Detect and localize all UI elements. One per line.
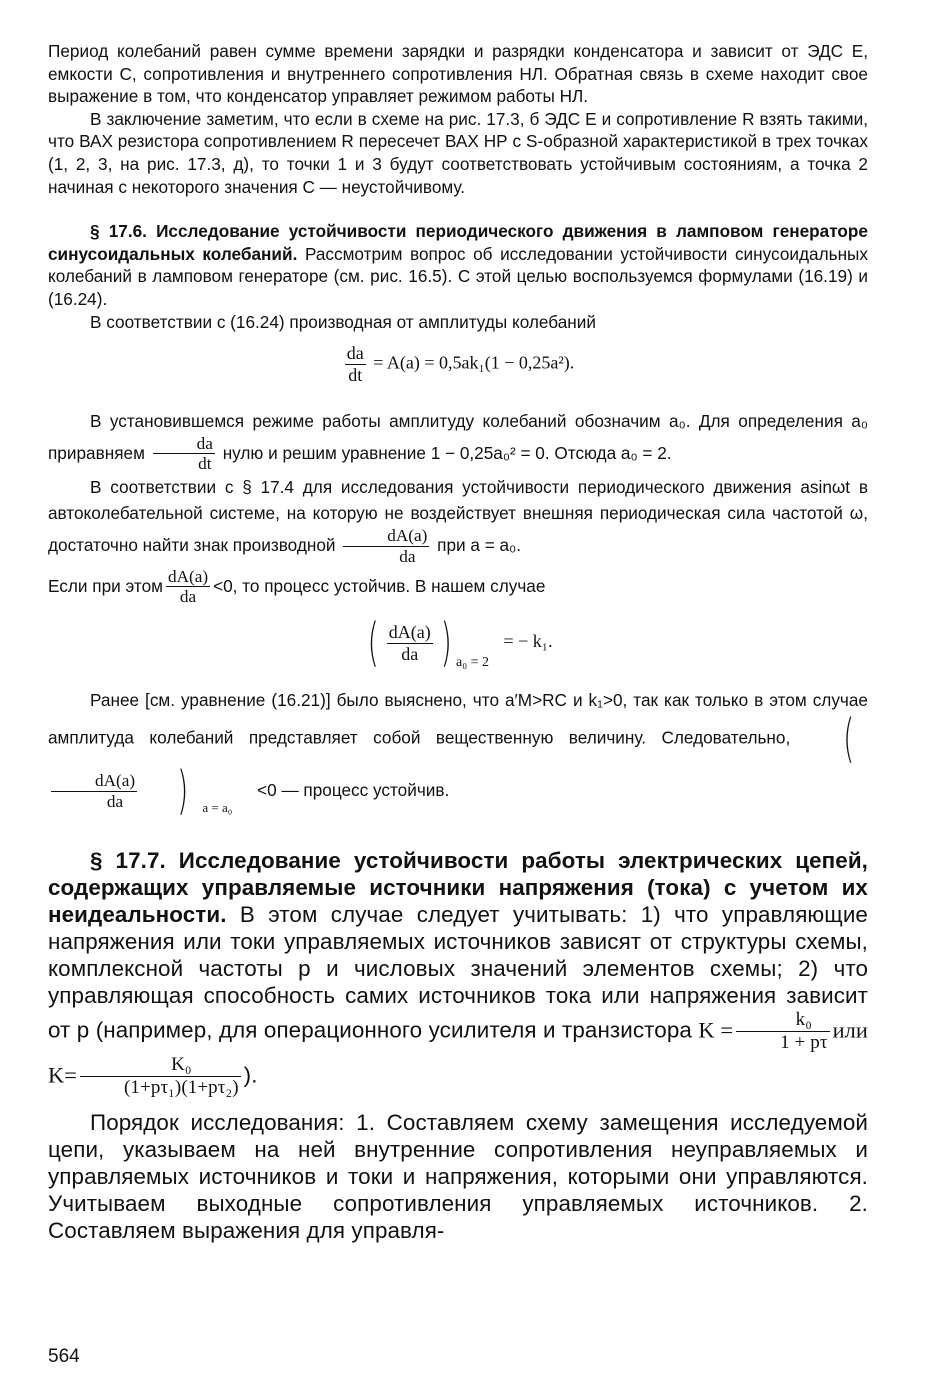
equation-our-case-subscript: a₀ = 2 <box>456 654 489 670</box>
fraction-k-second: $\frac{\text{K₀}}{\text{(1+pτ₁)(1+pτ₂)}}$ <box>80 1054 241 1099</box>
section-17-7: § 17.7. Исследование устойчивости работы электрических цепей, содержащих управляемые источники напряжения (тока) с учетом их неидеальности. В этом случае следует учитывать: 1) что управляющие напряжения или токи управляемых источников зависят от структуры схемы, комплексной частоты p и числовых значений элементов схемы; 2) что управляющая способность самих источников тока или напряжения зависит от p (например, для операционного усилителя и транзистора K = $\frac{\text{k₀}}{1 + p\tau}$ или K= $\frac{\text{K₀}}{\text{(1+pτ₁)(1+pτ₂)}}$ ). <box>48 848 869 1098</box>
paragraph-procedure: Порядок исследования: 1. Составляем схему замещения исследуемой цепи, указываем на ней внутренние сопротивления неуправляемых и управляемых источников и токи и напряжения, которыми они управляются. Учитываем выходные сопротивления управляемых источников. 2. Составляем выражения для управля- <box>48 1109 868 1243</box>
equation-amplitude <box>48 343 868 385</box>
fraction-k-first: $\frac{\text{k₀}}{1 + p\tau}$ <box>736 1009 829 1054</box>
fraction-dA-da-inline-2: $\frac{dA(a)}{da}$ <box>167 566 209 607</box>
equation-our-case: ( $\frac{dA(a)}{da}$ ) $_{a_0 = 2}$ = − k₁. <box>367 613 553 674</box>
paragraph-stability-method: В соответствии с § 17.4 для исследования устойчивости периодического движения asinωt в автоколебательной системе, на которую не воздействует внешняя периодическая сила частотой ω, достаточно найти знак производной $\frac{dA(a)}{da}$ при a = a₀. <box>48 477 868 566</box>
paragraph-period: Период колебаний равен сумме времени зарядки и разрядки конденсатора и зависит от ЭДС E, емкости C, сопротивления и внутреннего сопротивления НЛ. Обратная связь в схеме находит свое выражение в том, что конденсатор управляет режимом работы НЛ. <box>48 41 868 107</box>
section-17-6-body: Рассмотрим вопрос об исследовании устойчивости синусоидальных колебаний в ламповом генераторе (см. рис. 16.5). С этой целью воспользуемся формулами (16.19) и (16.24). <box>48 243 869 309</box>
section-17-6-heading: § 17.6. Исследование устойчивости периодического движения в ламповом генераторе синусоидальных колебаний. <box>48 221 868 264</box>
paragraph-if-negative: Если при этом $\frac{dA(a)}{da}$ <0, то процесс устойчив. В нашем случае <box>48 566 546 607</box>
paragraph-derivative: В соответствии с (16.24) производная от амплитуды колебаний <box>90 311 596 332</box>
section-17-6 <box>48 220 868 310</box>
fraction-dA-da-inline: $\frac{dA(a)}{da}$ <box>343 526 429 567</box>
page-content <box>48 40 868 1244</box>
paragraph-earlier: Ранее [см. уравнение (16.21)] было выяснено, что a′M>RC и k₁>0, так как только в этом случае амплитуда колебаний представляет собой вещественную величину. Следовательно, ( $\frac{dA(a)}{da}$ ) $_{a = a_0}$ <0 — процесс устойчив. <box>48 690 868 822</box>
section-17-7-body: В этом случае следует учитывать: 1) что управляющие напряжения или токи управляемых источников зависят от структуры схемы, комплексной частоты p и числовых значений элементов схемы; 2) что управляющая способность самих источников тока или напряжения зависит от p (например, для операционного усилителя и транзистора <box>48 902 868 1043</box>
equation-amplitude-rhs: = A(a) = 0,5ak₁(1 − 0,25a²). <box>373 352 575 373</box>
equation-our-case-rhs: = − k₁. <box>503 631 553 652</box>
fraction-da-dt-inline: $\frac{da}{dt}$ <box>153 434 215 475</box>
section-17-7-heading: § 17.7. Исследование устойчивости работы электрических цепей, содержащих управляемые источники напряжения (тока) с учетом их неидеальности. <box>48 848 868 928</box>
fraction-dA-da-conclusion: $\frac{dA(a)}{da}$ <box>51 771 137 812</box>
paragraph-conclusion: В заключение заметим, что если в схеме на рис. 17.3, б ЭДС E и сопротивление R взять такими, что ВАХ резистора сопротивлением R пересечет ВАХ НР с S-образной характеристикой в трех точках (1, 2, 3, на рис. 17.3, д), то точки 1 и 3 будут соответствовать устойчивым состояниям, а точка 2 начиная с некоторого значения C — неустойчивому. <box>48 108 868 197</box>
paragraph-steady-state: В установившемся режиме работы амплитуду колебаний обозначим a₀. Для определения a₀ приравняем $\frac{da}{dt}$ нулю и решим уравнение 1 − 0,25a₀² = 0. Отсюда a₀ = 2. <box>48 410 868 474</box>
fraction-dA-da-block: $\frac{dA(a)}{da}$ <box>388 622 431 664</box>
page-number: 564 <box>48 1346 80 1367</box>
fraction-da-dt: $\frac{da}{dt}$ <box>346 343 364 385</box>
